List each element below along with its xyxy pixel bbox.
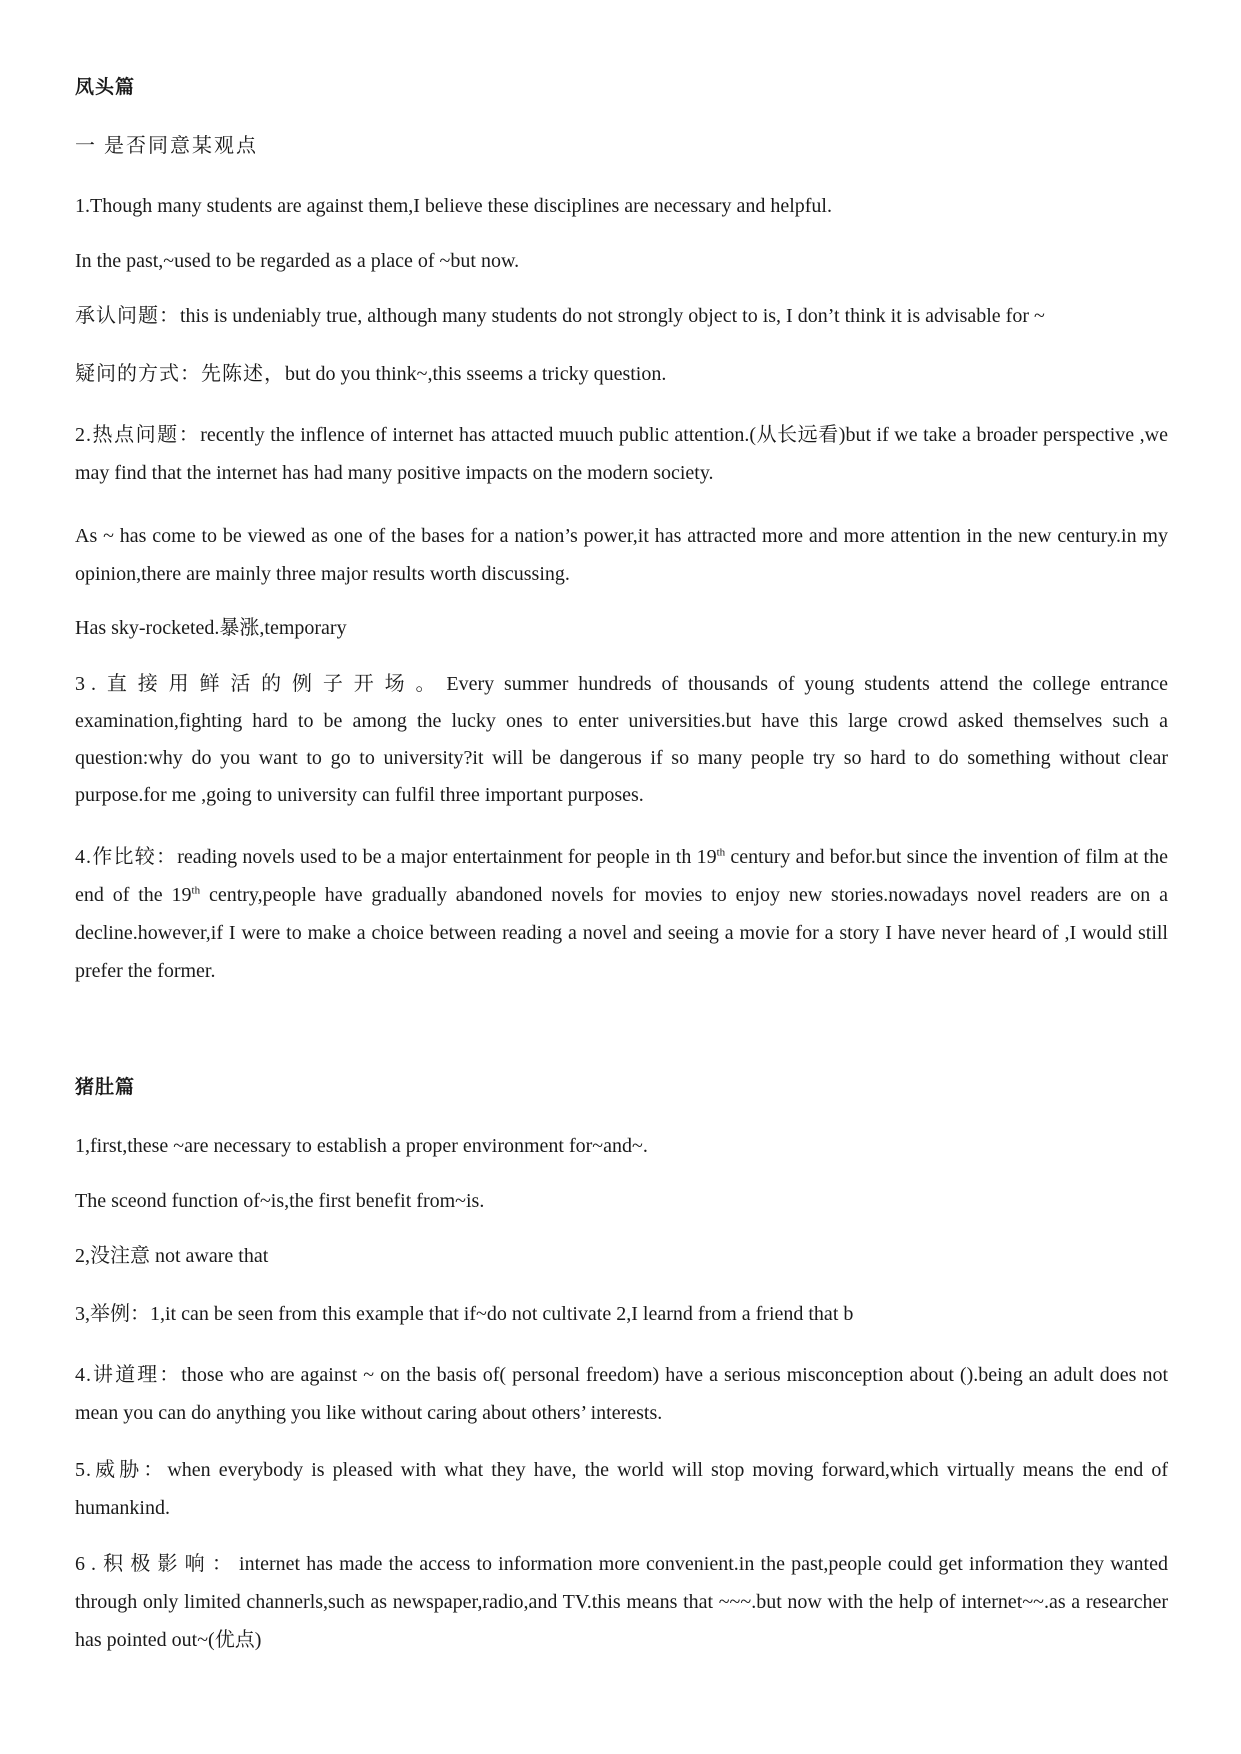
s2-paragraph-3-text: not aware that <box>150 1245 269 1267</box>
paragraph-3 <box>75 304 1168 328</box>
paragraph-2: In the past,~used to be regarded as a place of ~but now. <box>75 250 520 272</box>
paragraph-3-text: this is undeniably true, although many students do not strongly object to is, I don’t think it is advisable for ~ <box>180 305 1045 327</box>
s2-paragraph-3 <box>75 1244 1168 1268</box>
paragraph-9-a: reading novels used to be a major entertainment for people in th 19 <box>177 846 717 868</box>
s2-paragraph-7-text: internet has made the access to information more convenient.in the past,people could get information they wanted through only limited channerls,such as newspaper,radio,and TV.this means that ~~~.but now with the help of internet~~.as a researcher has pointed out~ <box>75 1553 1168 1651</box>
s2-paragraph-5-text: those who are against ~ on the basis of( personal freedom) have a serious misconception about ().being an adult does not mean you can do anything you like without caring about others’ interests. <box>75 1364 1169 1424</box>
paragraph-5-text-a: recently the inflence of internet has attacted muuch public attention. <box>200 424 750 446</box>
s2-paragraph-2: The sceond function of~is,the first benefit from~is. <box>75 1190 485 1212</box>
paragraph-8 <box>75 666 1168 814</box>
s2-paragraph-5-label: 4.讲道理： <box>75 1364 182 1386</box>
paragraph-9-sup-2: th <box>191 884 201 897</box>
s2-paragraph-5 <box>75 1356 1168 1432</box>
paragraph-5-paren: (从长远看) <box>749 424 846 446</box>
section-title-fengtou: 凤头篇 <box>75 77 136 98</box>
s2-paragraph-7-paren: (优点) <box>208 1629 262 1651</box>
paragraph-7 <box>75 616 1168 640</box>
paragraph-5 <box>75 416 1168 492</box>
paragraph-1: 1.Though many students are against them,I believe these disciplines are necessary and helpful. <box>75 195 832 217</box>
paragraph-4-label: 疑问的方式：先陈述， <box>75 363 285 385</box>
section-title-zhudu: 猪肚篇 <box>75 1077 136 1098</box>
paragraph-6: As ~ has come to be viewed as one of the bases for a nation’s power,it has attracted more and more attention in the new century.in my opinion,there are mainly three major results worth discussing. <box>75 525 1168 585</box>
s2-paragraph-1: 1,first,these ~are necessary to establish a proper environment for~and~. <box>75 1135 648 1157</box>
paragraph-8-label: 3.直接用鲜活的例子开场。 <box>75 673 447 695</box>
paragraph-4 <box>75 362 1168 386</box>
paragraph-9-sup-1: th <box>716 846 726 859</box>
s2-paragraph-4 <box>75 1302 1168 1326</box>
s2-paragraph-7-label: 6.积极影响： <box>75 1553 240 1575</box>
paragraph-5-label: 2.热点问题： <box>75 424 201 446</box>
s2-paragraph-4-text: 1,it can be seen from this example that if~do not cultivate 2,I learnd from a friend that b <box>150 1303 854 1325</box>
paragraph-9-c: centry,people have gradually abandoned novels for movies to enjoy new stories.nowadays novel readers are on a decline.however,if I were to make a choice between reading a novel and seeing a movie for a story I have never heard of ,I would still prefer the former. <box>75 884 1168 982</box>
s2-paragraph-4-label: 3,举例： <box>75 1303 150 1325</box>
paragraph-3-label: 承认问题： <box>75 305 180 327</box>
paragraph-4-text: but do you think~,this sseems a tricky question. <box>285 363 667 385</box>
s2-paragraph-6-label: 5.威胁： <box>75 1459 168 1481</box>
s2-paragraph-7 <box>75 1545 1168 1659</box>
paragraph-9-label: 4.作比较： <box>75 846 178 868</box>
s2-paragraph-6 <box>75 1451 1168 1527</box>
paragraph-8-text: Every summer hundreds of thousands of young students attend the college entrance examination,fighting hard to be among the lucky ones to enter universities.but have this large crowd asked themselves such a question:why do you want to go to university?it will be dangerous if so many people try so hard to do something without clear purpose.for me ,going to university can fulfil three important purposes. <box>75 673 1169 806</box>
section-subtitle: 一 是否同意某观点 <box>75 135 258 157</box>
paragraph-9-b: century and befor.but since the invention of film at the end of the 19 <box>75 846 1168 906</box>
paragraph-9 <box>75 838 1168 990</box>
paragraph-7-cn: 暴涨 <box>219 617 260 639</box>
paragraph-5-text-b: but if we take a broader perspective ,we may find that the internet has had many positive impacts on the modern society. <box>75 424 1168 484</box>
s2-paragraph-3-label: 2,没注意 <box>75 1245 150 1267</box>
paragraph-7-b: ,temporary <box>259 617 347 639</box>
paragraph-7-a: Has sky-rocketed. <box>75 617 220 639</box>
s2-paragraph-6-text: when everybody is pleased with what they have, the world will stop moving forward,which virtually means the end of humankind. <box>75 1459 1168 1519</box>
